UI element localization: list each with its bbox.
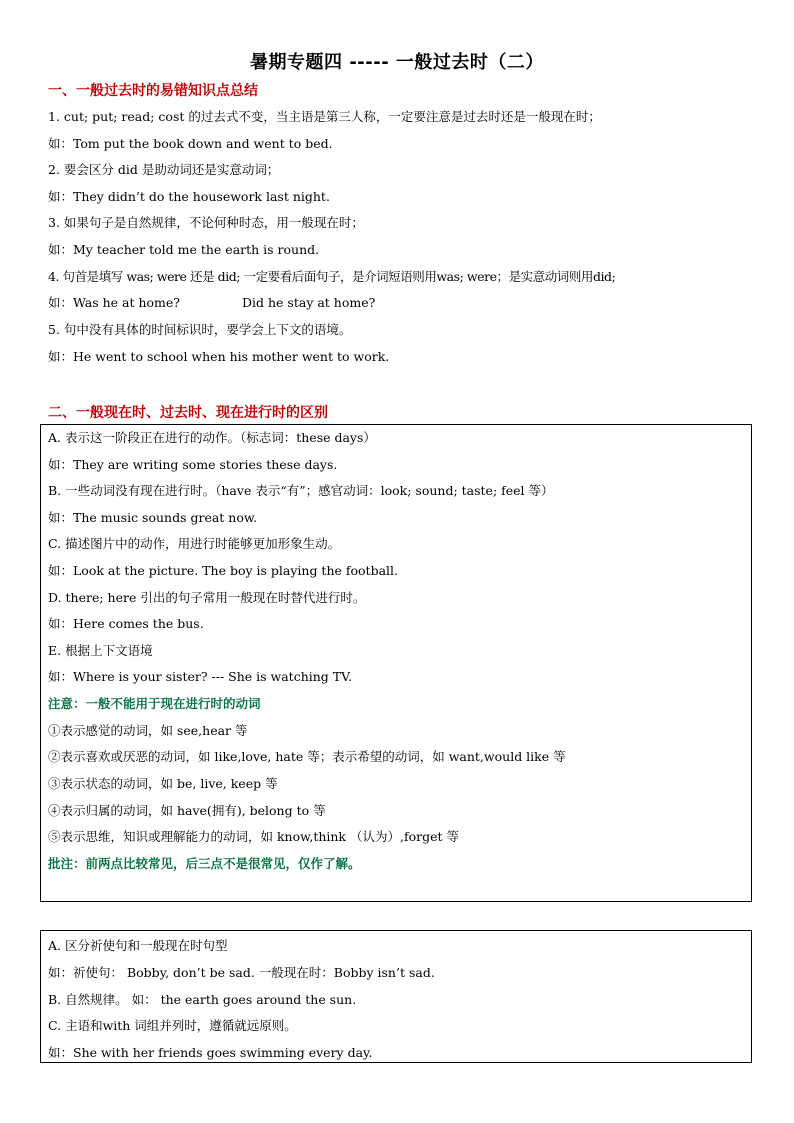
box1-line-3: B. 一些动词没有现在进行时。（have 表示“有”；感官动词：look; sound; taste; feel 等） [48,483,554,498]
box2-line-3: B. 自然规律。 如： the earth goes around the sun. [48,992,357,1007]
box1-line-6: 如：Look at the picture. The boy is playing the football. [48,563,399,578]
box1-line-2: 如：They are writing some stories these days. [48,457,338,472]
s1-line-8 [48,297,375,310]
s1-line-1: 1. cut; put; read; cost 的过去式不变，当主语是第三人称，一定要注意是过去时还是一般现在时； [48,109,601,124]
note-item-2: ②表示喜欢或厌恶的动词，如 like,love, hate 等；表示希望的动词，如 want,would like 等 [48,749,566,764]
s1-line-7: 4. 句首是填写 was; were 还是 did; 一定要看后面句子，是介词短语则用was; were；是实意动词则用did; [48,269,616,284]
note-heading: 注意：一般不能用于现在进行时的动词 [48,696,261,711]
s1-line-5: 3. 如果句子是自然规律，不论何种时态，用一般现在时； [48,215,364,230]
box1-line-1: A. 表示这一阶段正在进行的动作。（标志词：these days） [48,430,376,445]
section2-heading: 二、一般现在时、过去时、现在进行时的区别 [48,405,328,421]
box2-line-1: A. 区分祈使句和一般现在时句型 [48,938,228,953]
example-did: Did he stay at home? [242,295,376,310]
comment-note: 批注：前两点比较常见，后三点不是很常见，仅作了解。 [48,856,361,871]
box1-line-8: 如：Here comes the bus. [48,616,204,631]
s1-line-10: 如：He went to school when his mother went to work. [48,349,390,364]
box1-line-10: 如：Where is your sister? --- She is watching TV. [48,669,352,684]
note-item-3: ③表示状态的动词，如 be, live, keep 等 [48,776,278,791]
example-was: 如：Was he at home? [48,295,181,310]
tense-difference-box [40,424,752,902]
box1-line-7: D. there; here 引出的句子常用一般现在时替代进行时。 [48,590,366,605]
section1-heading: 一、一般过去时的易错知识点总结 [48,83,258,99]
present-tense-box [40,930,752,1063]
note-item-4: ④表示归属的动词，如 have(拥有), belong to 等 [48,803,326,818]
s1-line-6: 如：My teacher told me the earth is round. [48,242,320,257]
s1-line-2: 如：Tom put the book down and went to bed. [48,136,333,151]
s1-line-9: 5. 句中没有具体的时间标识时，要学会上下文的语境。 [48,322,352,337]
box1-line-9: E. 根据上下文语境 [48,643,153,658]
note-item-5: ⑤表示思维，知识或理解能力的动词，如 know,think （认为）,forget 等 [48,829,459,844]
box1-line-5: C. 描述图片中的动作，用进行时能够更加形象生动。 [48,536,341,551]
box1-line-4: 如：The music sounds great now. [48,510,258,525]
box2-line-2: 如：祈使句： Bobby, don’t be sad. 一般现在时：Bobby isn’t sad. [48,965,435,980]
box2-line-4: C. 主语和with 词组并列时，遵循就远原则。 [48,1018,297,1033]
page-title: 暑期专题四 ----- 一般过去时（二） [250,52,544,73]
box2-line-5: 如：She with her friends goes swimming every day. [48,1045,373,1060]
note-item-1: ①表示感觉的动词，如 see,hear 等 [48,723,248,738]
s1-line-3: 2. 要会区分 did 是助动词还是实意动词； [48,162,280,177]
s1-line-4: 如：They didn’t do the housework last night. [48,189,330,204]
